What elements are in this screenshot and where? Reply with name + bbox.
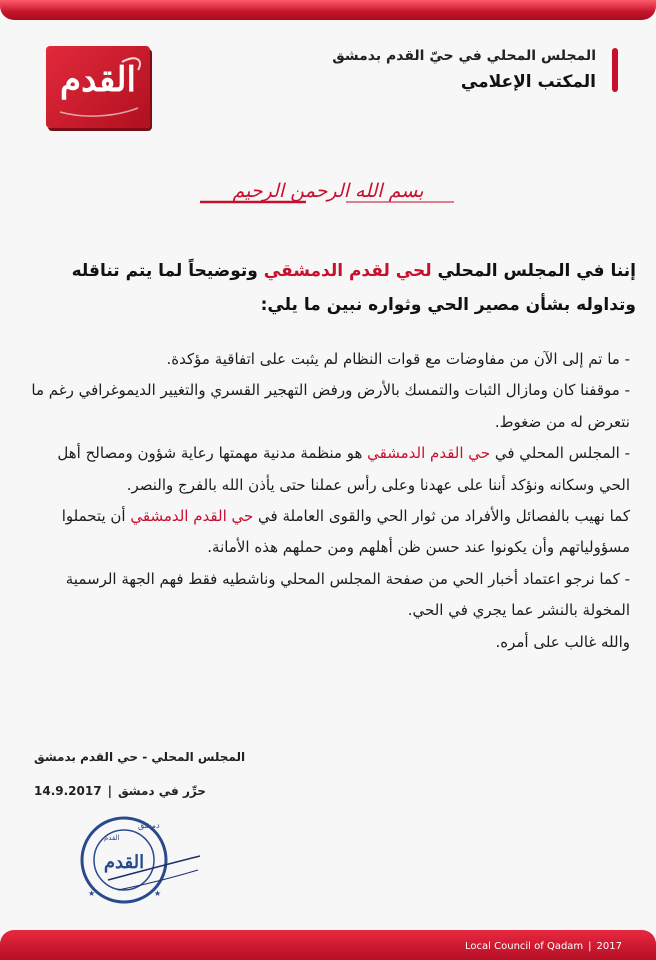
paragraph-council (24, 438, 630, 501)
top-banner (0, 0, 656, 20)
paragraph-appeal (24, 501, 630, 564)
stamp-seal-icon (78, 810, 204, 910)
stamp-center-text: القدم (103, 852, 145, 873)
signature-organization: المجلس المحلي - حي القدم بدمشق (34, 750, 246, 764)
footer-separator: | (588, 941, 592, 952)
council-name: المجلس المحلي في حيّ القدم بدمشق (332, 48, 596, 64)
paragraph-news-source: - كما نرجو اعتماد أخبار الحي من صفحة المجلس المحلي وناشطيه فقط فهم الجهة الرسمية المخولة بالنشر عما يجري في الحي. (65, 569, 630, 620)
stamp-ring-text: القدم (104, 834, 120, 842)
paragraph-appeal-part-1: كما نهيب بالفصائل والأفراد من ثوار الحي والقوى العاملة في (253, 507, 630, 526)
paragraph-council-highlight: حي القدم الدمشقي (367, 444, 491, 463)
qadam-logo (46, 46, 150, 128)
paragraph-council-part-1: - المجلس المحلي في (490, 444, 630, 463)
footer-year: 2017 (596, 941, 622, 952)
logo-text: القدم (60, 60, 136, 100)
basmala (196, 176, 460, 210)
paragraph-closing: والله غالب على أمره. (495, 632, 630, 651)
footer-org: Local Council of Qadam (465, 941, 584, 952)
paragraph-negotiations: - ما تم إلى الآن من مفاوضات مع قوات النظام لم يثبت على اتفاقية مؤكدة. (166, 350, 630, 368)
signature-place: حرِّر في دمشق (117, 784, 206, 798)
media-office-title: المكتب الإعلامي (460, 72, 596, 92)
signature-separator: | (107, 784, 112, 798)
header-accent-bar (612, 48, 618, 92)
paragraph-position: - موقفنا كان ومازال الثبات والتمسك بالأرض ورفض التهجير القسري والتغيير الديموغرافي رغم ما نتعرض له من ضغوط. (31, 381, 630, 431)
intro-part-3: وتوضيحاً لما يتم تناقله وتداوله بشأن مصير الحي وثواره نبين ما يلي: (71, 261, 636, 315)
signature-place-date (34, 784, 206, 798)
stamp-top-text: دمشق (138, 821, 160, 830)
svg-text:★: ★ (154, 889, 162, 898)
intro-highlight: لحي لقدم الدمشقي (263, 261, 432, 281)
official-stamp (78, 810, 204, 910)
basmala-text: بسم الله الرحمن الرحيم (232, 180, 424, 202)
statement-body (24, 344, 630, 658)
paragraph-appeal-highlight: حي القدم الدمشقي (130, 507, 254, 526)
signature-date: 14.9.2017 (34, 784, 102, 798)
footer (465, 941, 622, 952)
intro-statement (16, 254, 636, 322)
paragraph-appeal-part-3: أن يتحملوا مسؤولياتهم وأن يكونوا عند حسن ظن أهلهم ومن حملهم هذه الأمانة. (61, 507, 630, 557)
svg-text:★: ★ (88, 889, 96, 898)
intro-part-1: إننا في المجلس المحلي (431, 261, 636, 281)
paragraph-council-part-3: هو منظمة مدنية مهمتها رعاية شؤون ومصالح أهل الحي وسكانه ونؤكد أننا على عهدنا وعلى رأس عملنا حتى يأذن الله بالفرج والنصر. (57, 444, 630, 494)
